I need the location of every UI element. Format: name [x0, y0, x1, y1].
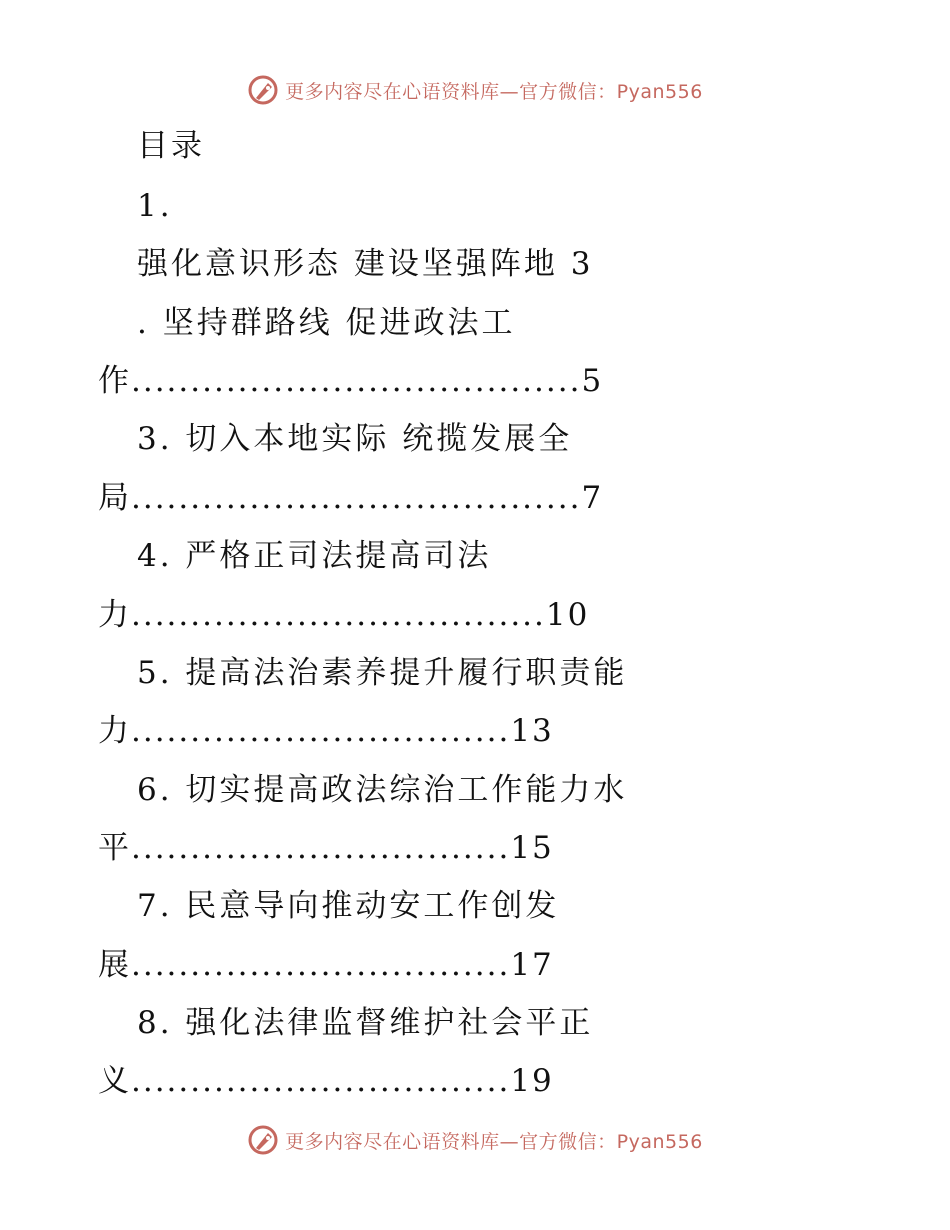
toc-line-leader: 力................................13	[98, 713, 554, 749]
toc-line: 8. 强化法律监督维护社会平正	[137, 1005, 594, 1041]
header-watermark-banner	[0, 70, 950, 110]
pen-nib-logo-icon	[247, 1124, 279, 1156]
toc-line: 5. 提高法治素养提升履行职责能	[137, 655, 628, 691]
toc-line: . 坚持群路线 促进政法工	[137, 305, 516, 341]
toc-line: 1.	[137, 188, 173, 224]
watermark-text: 更多内容尽在心语资料库—官方微信：Pyan556	[285, 1130, 703, 1153]
toc-line-leader: 局......................................7	[98, 480, 604, 516]
pen-nib-logo-icon	[247, 74, 279, 106]
toc-line-leader: 义................................19	[98, 1063, 554, 1099]
toc-heading: 目录	[137, 128, 205, 164]
toc-line: 7. 民意导向推动安工作创发	[137, 888, 560, 924]
toc-line: 3. 切入本地实际 统揽发展全	[137, 421, 573, 457]
toc-line: 6. 切实提高政法综治工作能力水	[137, 772, 628, 808]
toc-line: 强化意识形态 建设坚强阵地 3	[137, 246, 594, 282]
toc-line-leader: 平................................15	[98, 830, 554, 866]
toc-line-leader: 力...................................10	[98, 597, 590, 633]
toc-line-leader: 作......................................5	[98, 363, 604, 399]
toc-line-leader: 展................................17	[98, 947, 554, 983]
watermark-text: 更多内容尽在心语资料库—官方微信：Pyan556	[285, 80, 703, 103]
footer-watermark-banner	[0, 1120, 950, 1160]
toc-line: 4. 严格正司法提高司法	[137, 538, 492, 574]
